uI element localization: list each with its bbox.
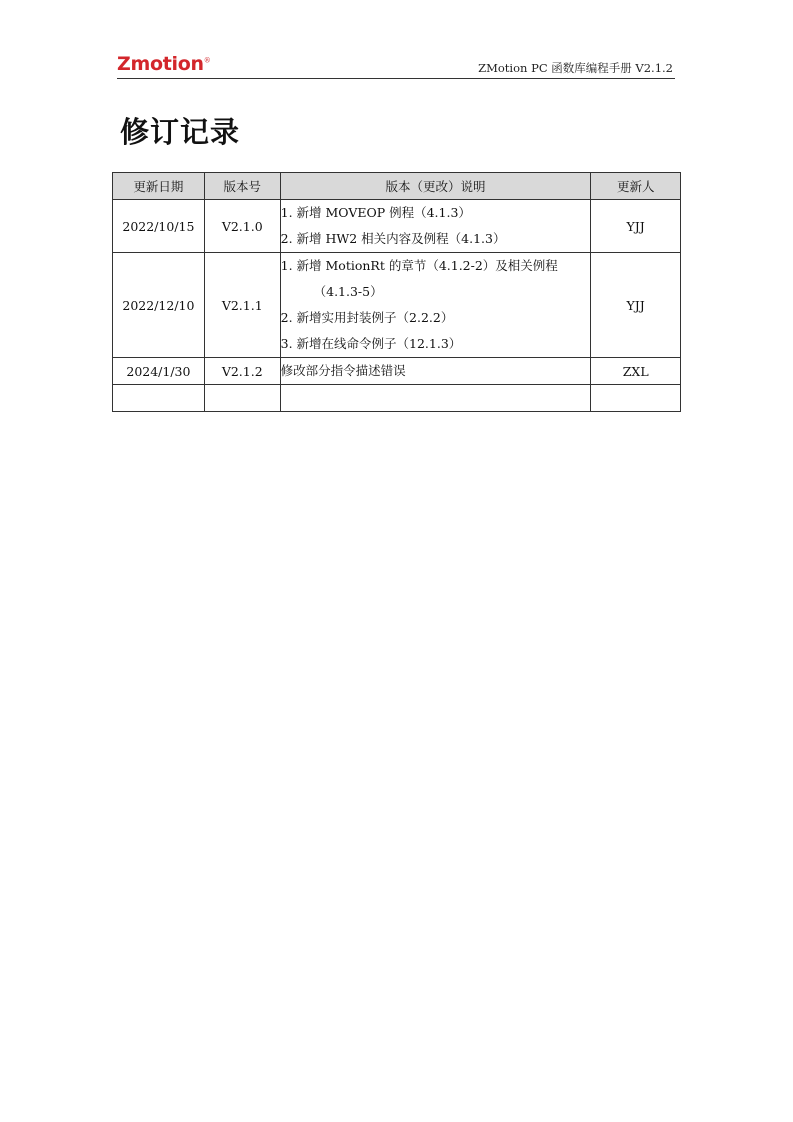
description-line: 2. 新增实用封装例子（2.2.2） <box>280 310 454 325</box>
description-line: 1. 新增 MOVEOP 例程（4.1.3） <box>280 205 471 220</box>
cell-author: ZXL <box>591 358 681 385</box>
cell-author: YJJ <box>591 253 681 358</box>
page-header <box>117 52 675 79</box>
cell-date: 2022/12/10 <box>113 253 205 358</box>
logo-text: Zmotion <box>117 53 204 75</box>
column-header-description: 版本（更改）说明 <box>280 173 591 200</box>
cell-description <box>280 253 591 358</box>
table-row <box>113 200 681 253</box>
table-row <box>113 253 681 358</box>
cell-version <box>204 385 280 412</box>
cell-version: V2.1.0 <box>204 200 280 253</box>
cell-description <box>280 358 591 385</box>
cell-date: 2022/10/15 <box>113 200 205 253</box>
cell-description <box>280 200 591 253</box>
table-row <box>113 358 681 385</box>
cell-version: V2.1.1 <box>204 253 280 358</box>
column-header-date: 更新日期 <box>113 173 205 200</box>
description-line: 修改部分指令描述错误 <box>280 363 406 378</box>
description-line: 1. 新增 MotionRt 的章节（4.1.2-2）及相关例程 <box>280 258 558 273</box>
description-line: 3. 新增在线命令例子（12.1.3） <box>280 336 462 351</box>
column-header-version: 版本号 <box>204 173 280 200</box>
registered-mark: ® <box>203 56 211 65</box>
table-header-row <box>113 173 681 200</box>
cell-description <box>280 385 591 412</box>
table-row <box>113 385 681 412</box>
cell-date <box>113 385 205 412</box>
revision-table <box>112 172 681 412</box>
cell-author: YJJ <box>591 200 681 253</box>
zmotion-logo <box>117 53 210 75</box>
cell-date: 2024/1/30 <box>113 358 205 385</box>
description-line: （4.1.3-5） <box>313 284 383 299</box>
cell-author <box>591 385 681 412</box>
cell-version: V2.1.2 <box>204 358 280 385</box>
description-line: 2. 新增 HW2 相关内容及例程（4.1.3） <box>280 231 506 246</box>
page-title: 修订记录 <box>120 115 241 149</box>
column-header-author: 更新人 <box>591 173 681 200</box>
document-title: ZMotion PC 函数库编程手册 V2.1.2 <box>478 61 673 75</box>
